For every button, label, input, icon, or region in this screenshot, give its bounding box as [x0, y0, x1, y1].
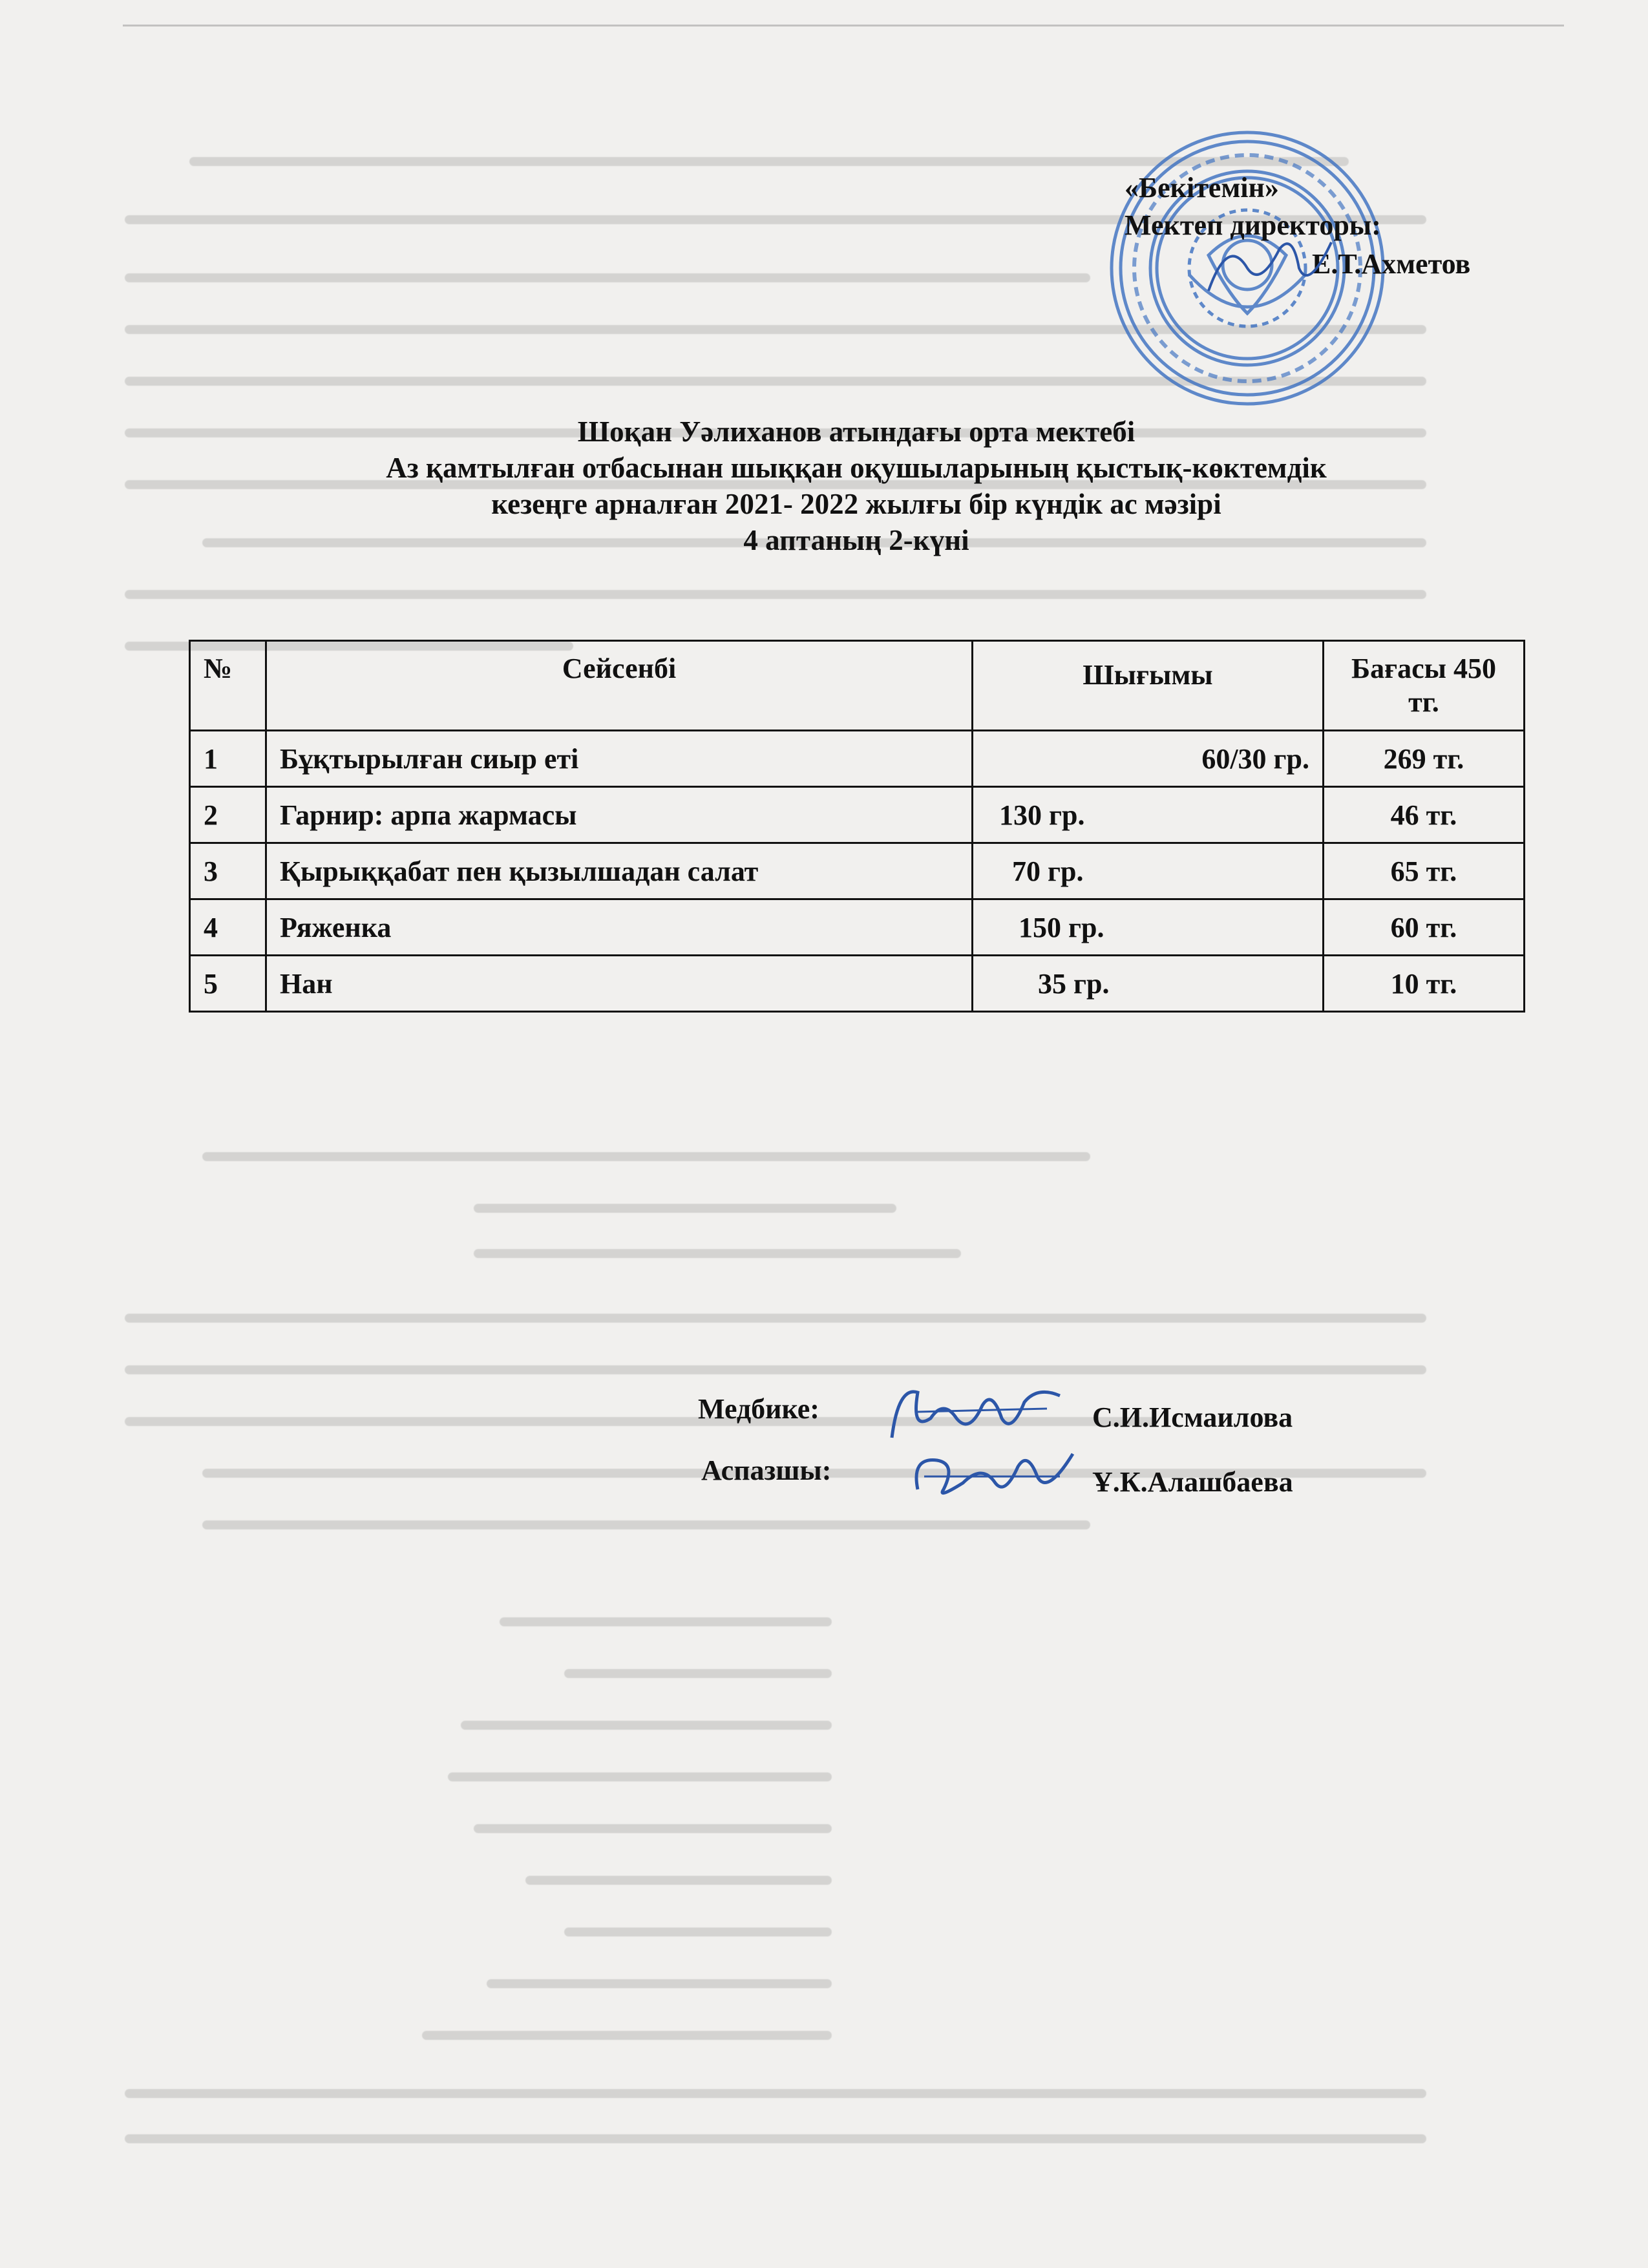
page-top-edge-line [123, 25, 1564, 26]
dish-price: 46 тг. [1324, 787, 1525, 843]
dish-price: 10 тг. [1324, 956, 1525, 1012]
table-row [190, 787, 1525, 843]
row-number: 4 [190, 899, 266, 956]
dish-name: Нан [266, 956, 973, 1012]
row-number: 1 [190, 731, 266, 787]
col-header-price: Бағасы 450 тг. [1324, 641, 1525, 731]
dish-yield: 130 гр. [973, 787, 1324, 843]
menu-table [189, 640, 1525, 1013]
cook-signature [898, 1438, 1086, 1509]
approval-title: «Бекітемін» [1125, 172, 1279, 204]
dish-price: 65 тг. [1324, 843, 1525, 899]
table-row [190, 843, 1525, 899]
document-title-block [194, 414, 1519, 558]
table-row [190, 956, 1525, 1012]
dish-name: Бұқтырылған сиыр еті [266, 731, 973, 787]
row-number: 5 [190, 956, 266, 1012]
dish-price: 269 тг. [1324, 731, 1525, 787]
director-name: Е.Т.Ахметов [1312, 248, 1471, 280]
dish-name: Қырыққабат пен қызылшадан салат [266, 843, 973, 899]
col-header-number: № [190, 641, 266, 731]
cook-label: Аспазшы: [701, 1454, 832, 1486]
dish-yield: 35 гр. [973, 956, 1324, 1012]
dish-name: Гарнир: арпа жармасы [266, 787, 973, 843]
dish-name: Ряженка [266, 899, 973, 956]
dish-price: 60 тг. [1324, 899, 1525, 956]
nurse-name: С.И.Исмаилова [1092, 1402, 1293, 1433]
table-row [190, 731, 1525, 787]
dish-yield: 150 гр. [973, 899, 1324, 956]
cook-name: Ұ.К.Алашбаева [1092, 1466, 1293, 1498]
row-number: 3 [190, 843, 266, 899]
school-name: Шоқан Уәлиханов атындағы орта мектебі [577, 415, 1136, 448]
col-header-yield: Шығымы [973, 641, 1324, 731]
menu-day: 4 аптаның 2-күні [743, 524, 969, 556]
director-label: Мектеп директоры: [1125, 209, 1381, 241]
table-row [190, 899, 1525, 956]
menu-title-line2: кезеңге арналған 2021- 2022 жылғы бір күндік ас мәзірі [491, 488, 1221, 520]
table-header-row [190, 641, 1525, 731]
col-header-day: Сейсенбі [266, 641, 973, 731]
director-signature [1202, 229, 1351, 300]
menu-title-line1: Аз қамтылған отбасынан шыққан оқушыларының қыстық-көктемдік [386, 452, 1327, 484]
nurse-label: Медбике: [698, 1393, 819, 1425]
dish-yield: 70 гр. [973, 843, 1324, 899]
dish-yield: 60/30 гр. [973, 731, 1324, 787]
row-number: 2 [190, 787, 266, 843]
